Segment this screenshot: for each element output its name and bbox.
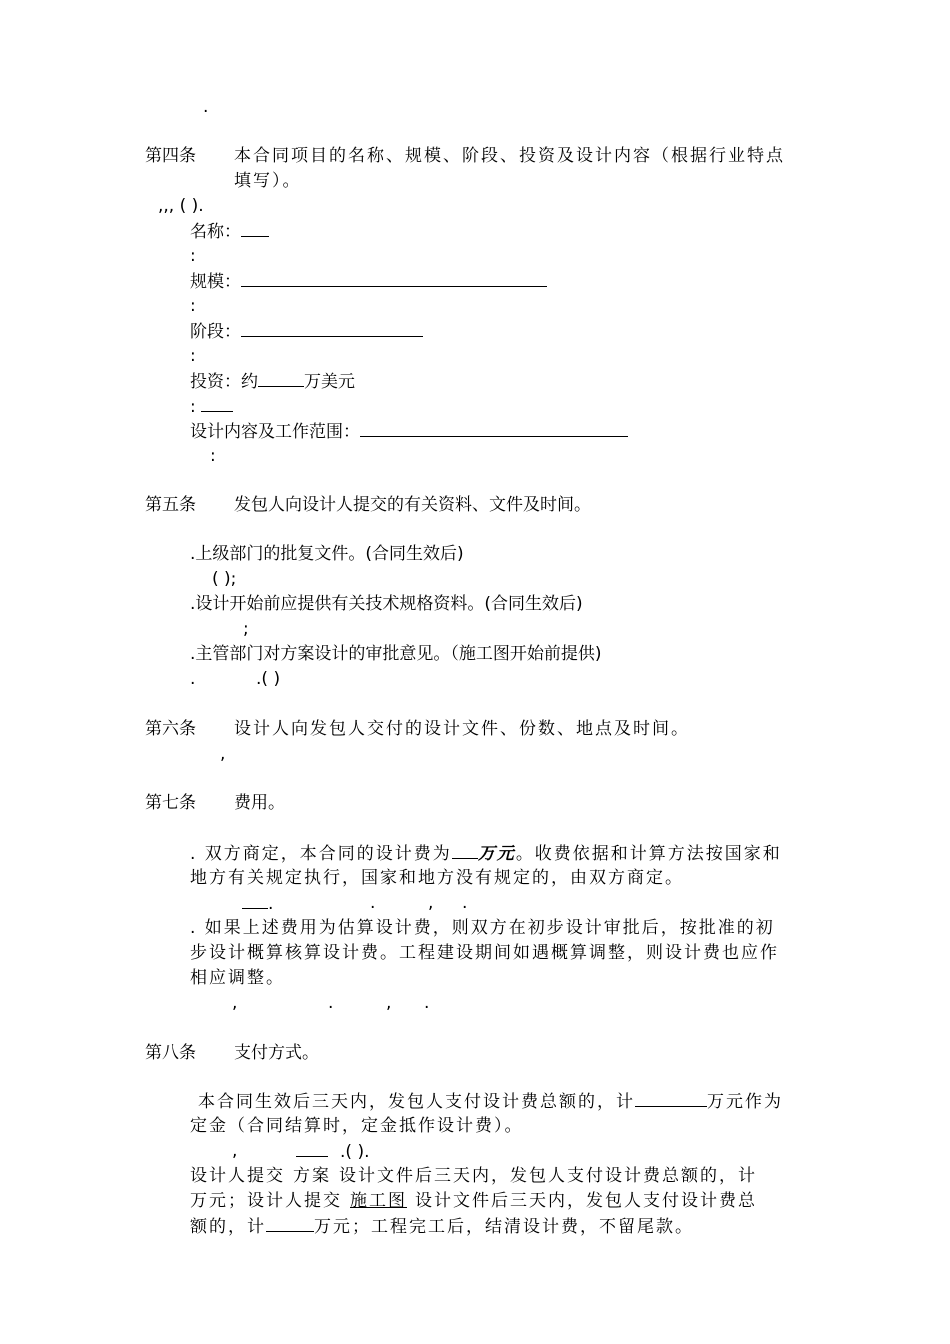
fee-text-a: . 双方商定，本合同的设计费为 — [190, 844, 452, 864]
construction-drawing: 施工图 — [350, 1191, 407, 1211]
fragment-blank — [242, 892, 268, 909]
article-5-title: 发包人向设计人提交的有关资料、文件及时间。 — [234, 495, 591, 515]
article-7-title: 费用。 — [234, 793, 285, 813]
article-4-fragment: ,,, ( ). — [158, 196, 204, 216]
article-8-number: 第八条 — [145, 1043, 196, 1063]
fragment-1a: . — [268, 894, 274, 914]
article-6-fragment: , — [220, 744, 226, 764]
colon-3: : — [190, 346, 196, 366]
top-dot: . — [203, 97, 209, 117]
fragment-b-blank — [296, 1140, 328, 1157]
article-7-fragment-1 — [242, 892, 273, 915]
deposit-blank — [635, 1090, 707, 1107]
article-8-para-2-line-3 — [190, 1215, 694, 1238]
payment-blank — [266, 1215, 314, 1232]
payment-line-2-c: 设计文件后三天内，发包人支付设计费总 — [415, 1191, 757, 1211]
article-7-fragment-2c: , — [386, 993, 392, 1013]
fee-text-c: 。收费依据和计算方法按国家和 — [515, 844, 782, 864]
fee-unit: 万元 — [477, 844, 516, 864]
article-8-para-2-line-2 — [190, 1190, 757, 1212]
scale-blank — [241, 270, 547, 287]
article-7-fragment-1d: . — [462, 893, 468, 913]
article-8-title: 支付方式。 — [234, 1043, 319, 1063]
article-8-para-2-line-1 — [190, 1165, 757, 1187]
payment-line-2-a: 万元；设计人提交 — [190, 1191, 342, 1211]
article-8-fragment-b — [296, 1140, 369, 1163]
colon-4-row — [190, 395, 233, 418]
article-7-para-2-line-1: . 如果上述费用为估算设计费，则双方在初步设计审批后，按批准的初 — [190, 918, 775, 938]
article-8-fragment-a: , — [232, 1141, 238, 1161]
colon-4-blank — [201, 395, 233, 412]
article-5-item-2: .设计开始前应提供有关技术规格资料。(合同生效后) — [190, 594, 583, 614]
colon-5: : — [210, 446, 216, 466]
article-7-fragment-2d: . — [424, 993, 430, 1013]
article-5-fragment-1: ( ); — [212, 569, 237, 589]
scope-label: 设计内容及工作范围： — [190, 422, 360, 442]
scope-blank — [360, 420, 628, 437]
colon-1: : — [190, 246, 196, 266]
stage-blank — [241, 320, 423, 337]
investment-unit: 万美元 — [304, 372, 355, 392]
article-4-number: 第四条 — [145, 146, 196, 166]
article-7-fragment-1b: . — [370, 893, 376, 913]
deposit-text-b: 万元作为 — [707, 1092, 783, 1112]
investment-row — [190, 370, 355, 393]
payment-text-a: 设计人提交 — [190, 1166, 285, 1186]
article-5-item-1: .上级部门的批复文件。(合同生效后) — [190, 544, 464, 564]
article-7-para-2-line-2: 步设计概算核算设计费。工程建设期间如遇概算调整，则设计费也应作 — [190, 943, 779, 963]
article-5-item-3: .主管部门对方案设计的审批意见。（施工图开始前提供) — [190, 644, 602, 664]
article-5-fragment-3a: . — [190, 669, 196, 689]
investment-label: 投资：约 — [190, 372, 258, 392]
scale-row — [190, 270, 547, 293]
payment-line-3-a: 额的，计 — [190, 1217, 266, 1237]
article-8-para-1-line-2: 定金（合同结算时，定金抵作设计费）。 — [190, 1116, 524, 1136]
deposit-text-a: 本合同生效后三天内，发包人支付设计费总额的，计 — [198, 1092, 635, 1112]
stage-row — [190, 320, 423, 343]
article-7-number: 第七条 — [145, 793, 196, 813]
article-7-para-2-line-3: 相应调整。 — [190, 968, 285, 988]
article-5-fragment-3b: .( ) — [256, 669, 281, 689]
article-4-title-cont: 填写）。 — [234, 171, 302, 191]
article-7-para-1-line-1 — [190, 842, 782, 865]
fragment-b-text: .( ). — [340, 1142, 370, 1162]
article-6-number: 第六条 — [145, 719, 196, 739]
name-label: 名称： — [190, 222, 241, 242]
scope-row — [190, 420, 628, 443]
article-7-fragment-1c: , — [428, 893, 434, 913]
investment-blank — [258, 370, 304, 387]
article-4-title: 本合同项目的名称、规模、阶段、投资及设计内容（根据行业特点 — [234, 146, 785, 166]
stage-label: 阶段： — [190, 322, 241, 342]
payment-text-c: 设计文件后三天内，发包人支付设计费总额的，计 — [339, 1166, 757, 1186]
fee-blank — [452, 842, 478, 859]
scheme-design: 方案 — [293, 1166, 331, 1186]
colon-2: : — [190, 296, 196, 316]
article-7-fragment-2b: . — [328, 993, 334, 1013]
article-7-para-1-line-2: 地方有关规定执行，国家和地方没有规定的，由双方商定。 — [190, 868, 684, 888]
article-8-para-1-line-1 — [198, 1090, 783, 1113]
name-blank — [241, 220, 269, 237]
payment-line-3-b: 万元；工程完工后，结清设计费，不留尾款。 — [314, 1217, 694, 1237]
article-5-fragment-2: ; — [243, 619, 249, 639]
article-7-fragment-2a: , — [232, 993, 238, 1013]
colon-4: : — [190, 397, 196, 417]
name-row — [190, 220, 269, 243]
article-6-title: 设计人向发包人交付的设计文件、份数、地点及时间。 — [234, 719, 690, 739]
article-5-number: 第五条 — [145, 495, 196, 515]
scale-label: 规模： — [190, 272, 241, 292]
